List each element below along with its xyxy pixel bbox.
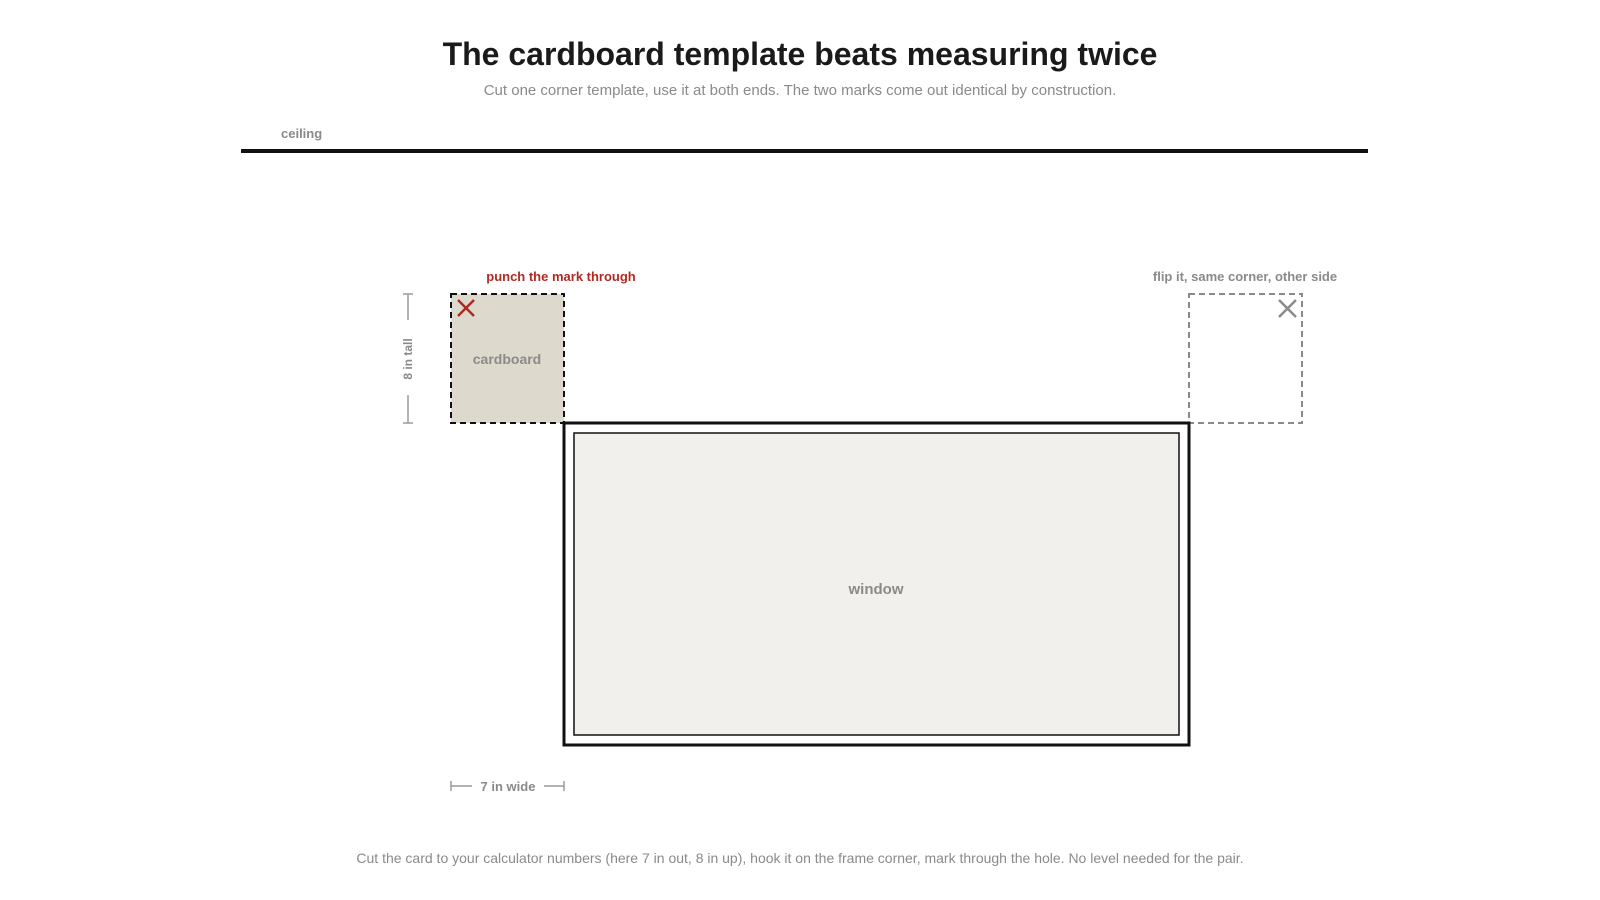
height-dimension (401, 294, 415, 423)
flipped-template (1189, 294, 1302, 423)
right-callout: flip it, same corner, other side (1152, 269, 1338, 284)
page-subtitle: Cut one corner template, use it at both ends. The two marks come out identical by construction. (483, 82, 1117, 99)
left-callout: punch the mark through (486, 269, 636, 284)
window-label: window (848, 581, 904, 598)
ceiling-label: ceiling (281, 126, 323, 141)
x-mark-icon (1279, 300, 1296, 317)
height-dimension-label: 8 in tall (401, 338, 415, 380)
width-dimension (451, 779, 564, 794)
footer-caption: Cut the card to your calculator numbers (here 7 in out, 8 in up), hook it on the frame corner, mark through the hole. No level needed for the pair. (356, 850, 1244, 866)
width-dimension-label: 7 in wide (480, 779, 536, 794)
page-title: The cardboard template beats measuring twice (442, 36, 1158, 72)
cardboard-label: cardboard (472, 351, 542, 367)
